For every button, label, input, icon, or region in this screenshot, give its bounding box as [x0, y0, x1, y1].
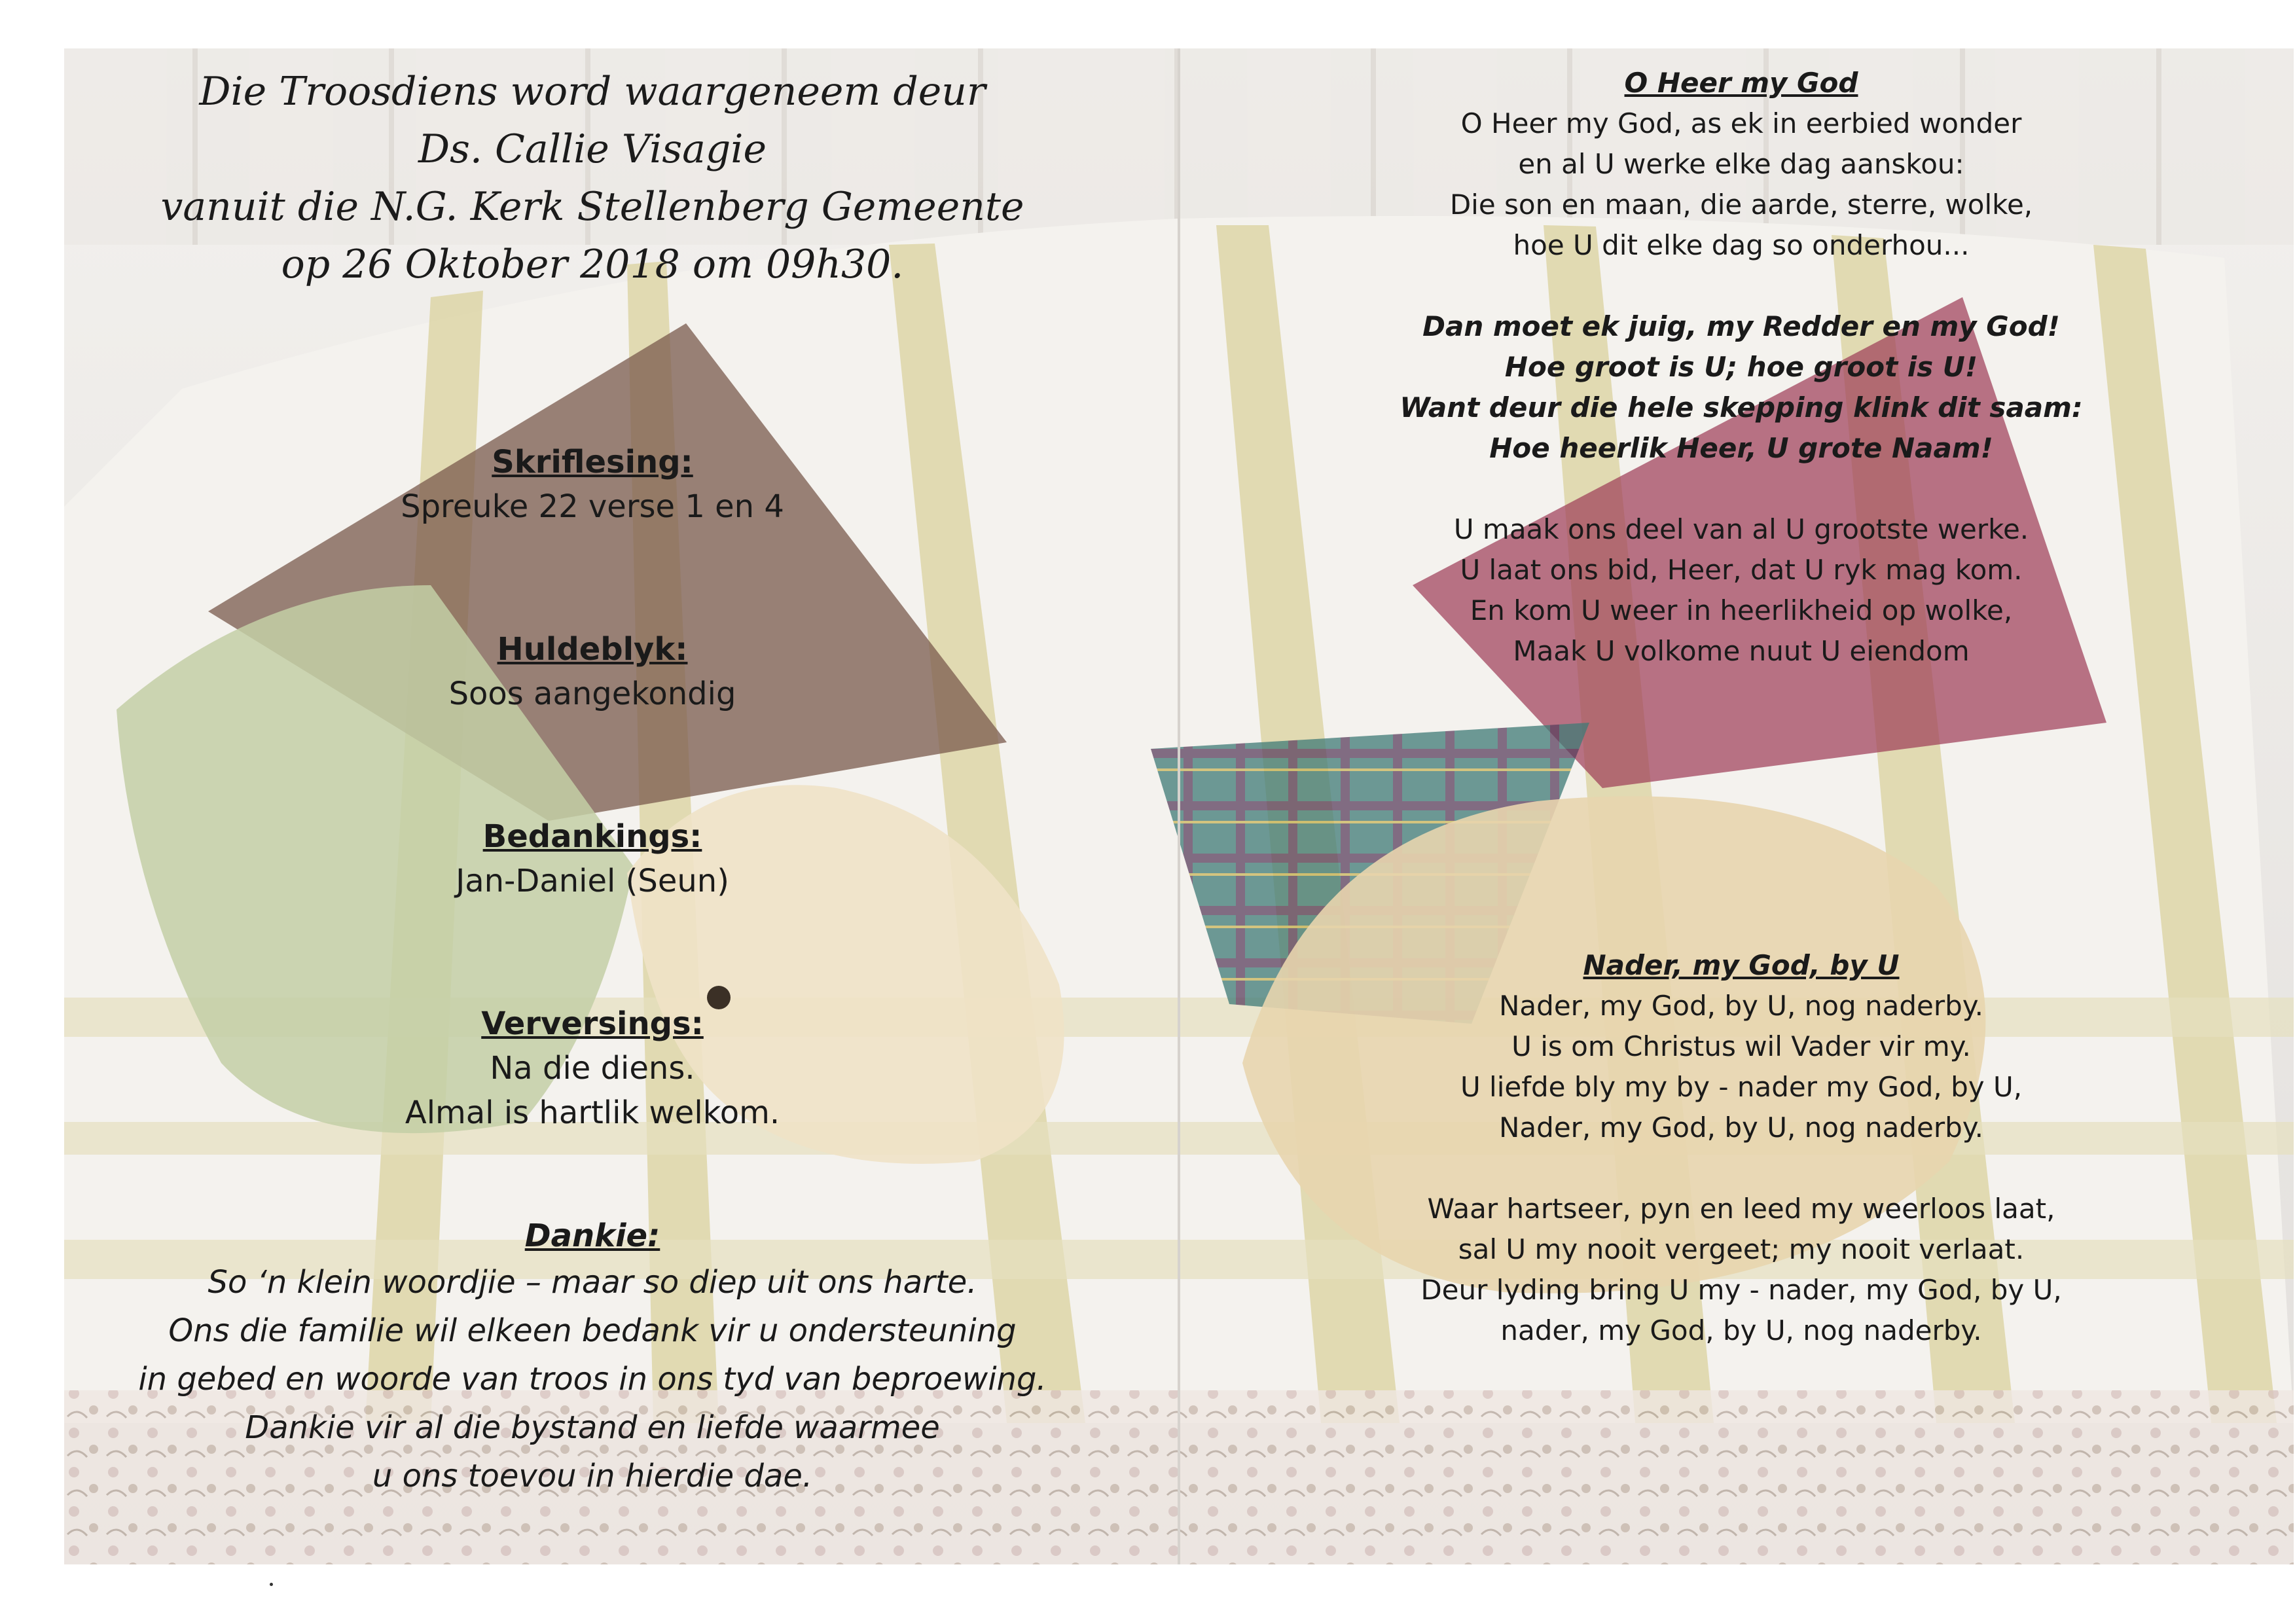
verse-line: U maak ons deel van al U grootste werke.	[1453, 513, 2029, 545]
verse-line: U is om Christus wil Vader vir my.	[1511, 1030, 1971, 1062]
thanks-line: So ‘n klein woordjie – maar so diep uit ons harte.	[208, 1264, 977, 1301]
hymn-verse	[1394, 1189, 2088, 1351]
section-scripture	[92, 440, 1093, 529]
verse-line: U liefde bly my by - nader my God, by U,	[1460, 1071, 2023, 1103]
section-line: Spreuke 22 verse 1 en 4	[401, 488, 784, 525]
hymn-chorus	[1394, 306, 2088, 469]
verse-line: hoe U dit elke dag so onderhou...	[1513, 229, 1970, 261]
verse-line: sal U my nooit vergeet; my nooit verlaat.	[1458, 1233, 2025, 1265]
hymn-o-heer-my-god	[1394, 63, 2088, 672]
section-title: Skriflesing:	[492, 444, 693, 480]
section-title: Dankie:	[524, 1218, 660, 1254]
section-tribute	[92, 627, 1093, 716]
hymn-verse	[1394, 986, 2088, 1148]
scan-speck	[270, 1583, 273, 1586]
thanks-line: Ons die familie wil elkeen bedank vir u ondersteuning	[168, 1312, 1017, 1349]
thanks-line: u ons toevou in hierdie dae.	[372, 1458, 813, 1494]
verse-line: Nader, my God, by U, nog naderby.	[1499, 1111, 1983, 1144]
section-line: Soos aangekondig	[448, 676, 736, 712]
section-dankie	[92, 1214, 1093, 1500]
verse-line: U laat ons bid, Heer, dat U ryk mag kom.	[1460, 554, 2023, 586]
section-title: Huldeblyk:	[497, 631, 688, 668]
verse-line: Die son en maan, die aarde, sterre, wolke,	[1449, 189, 2033, 221]
verse-line: Deur lyding bring U my - nader, my God, by U,	[1420, 1274, 2062, 1306]
thanks-line: Dankie vir al die bystand en liefde waarmee	[245, 1409, 940, 1446]
heading-line: Die Troosdiens word waargeneem deur	[199, 69, 986, 115]
verse-line: nader, my God, by U, nog naderby.	[1500, 1314, 1982, 1346]
heading-line: vanuit die N.G. Kerk Stellenberg Gemeente	[160, 184, 1024, 230]
verse-line: Maak U volkome nuut U eiendom	[1513, 635, 1970, 667]
service-heading	[92, 63, 1093, 293]
thanks-line: in gebed en woorde van troos in ons tyd van beproewing.	[138, 1361, 1047, 1398]
heading-line: op 26 Oktober 2018 om 09h30.	[281, 242, 904, 287]
section-title: Bedankings:	[482, 818, 702, 855]
left-panel	[92, 63, 1093, 1536]
heading-line: Ds. Callie Visagie	[418, 126, 767, 172]
hymn-nader-my-god	[1394, 945, 2088, 1351]
section-line: Na die diens.	[490, 1050, 695, 1087]
right-panel	[1394, 63, 2088, 1351]
hymn-title: O Heer my God	[1624, 67, 1858, 99]
section-title: Verversings:	[481, 1005, 704, 1042]
verse-line: Waar hartseer, pyn en leed my weerloos laat,	[1427, 1193, 2055, 1225]
chorus-line: Hoe heerlik Heer, U grote Naam!	[1489, 432, 1993, 464]
verse-line: Nader, my God, by U, nog naderby.	[1499, 990, 1983, 1022]
verse-line: En kom U weer in heerlikheid op wolke,	[1470, 594, 2013, 626]
section-refreshments	[92, 1001, 1093, 1135]
section-thanks-giving	[92, 814, 1093, 903]
hymn-verse	[1394, 103, 2088, 266]
chorus-line: Want deur die hele skepping klink dit saam:	[1400, 391, 2083, 424]
verse-line: O Heer my God, as ek in eerbied wonder	[1460, 107, 2022, 139]
section-line: Almal is hartlik welkom.	[405, 1094, 780, 1131]
chorus-line: Hoe groot is U; hoe groot is U!	[1504, 351, 1978, 383]
section-line: Jan-Daniel (Seun)	[456, 863, 729, 899]
hymn-verse	[1394, 509, 2088, 672]
verse-line: en al U werke elke dag aanskou:	[1518, 148, 1964, 180]
hymn-title: Nader, my God, by U	[1583, 949, 1900, 981]
chorus-line: Dan moet ek juig, my Redder en my God!	[1422, 310, 2060, 342]
